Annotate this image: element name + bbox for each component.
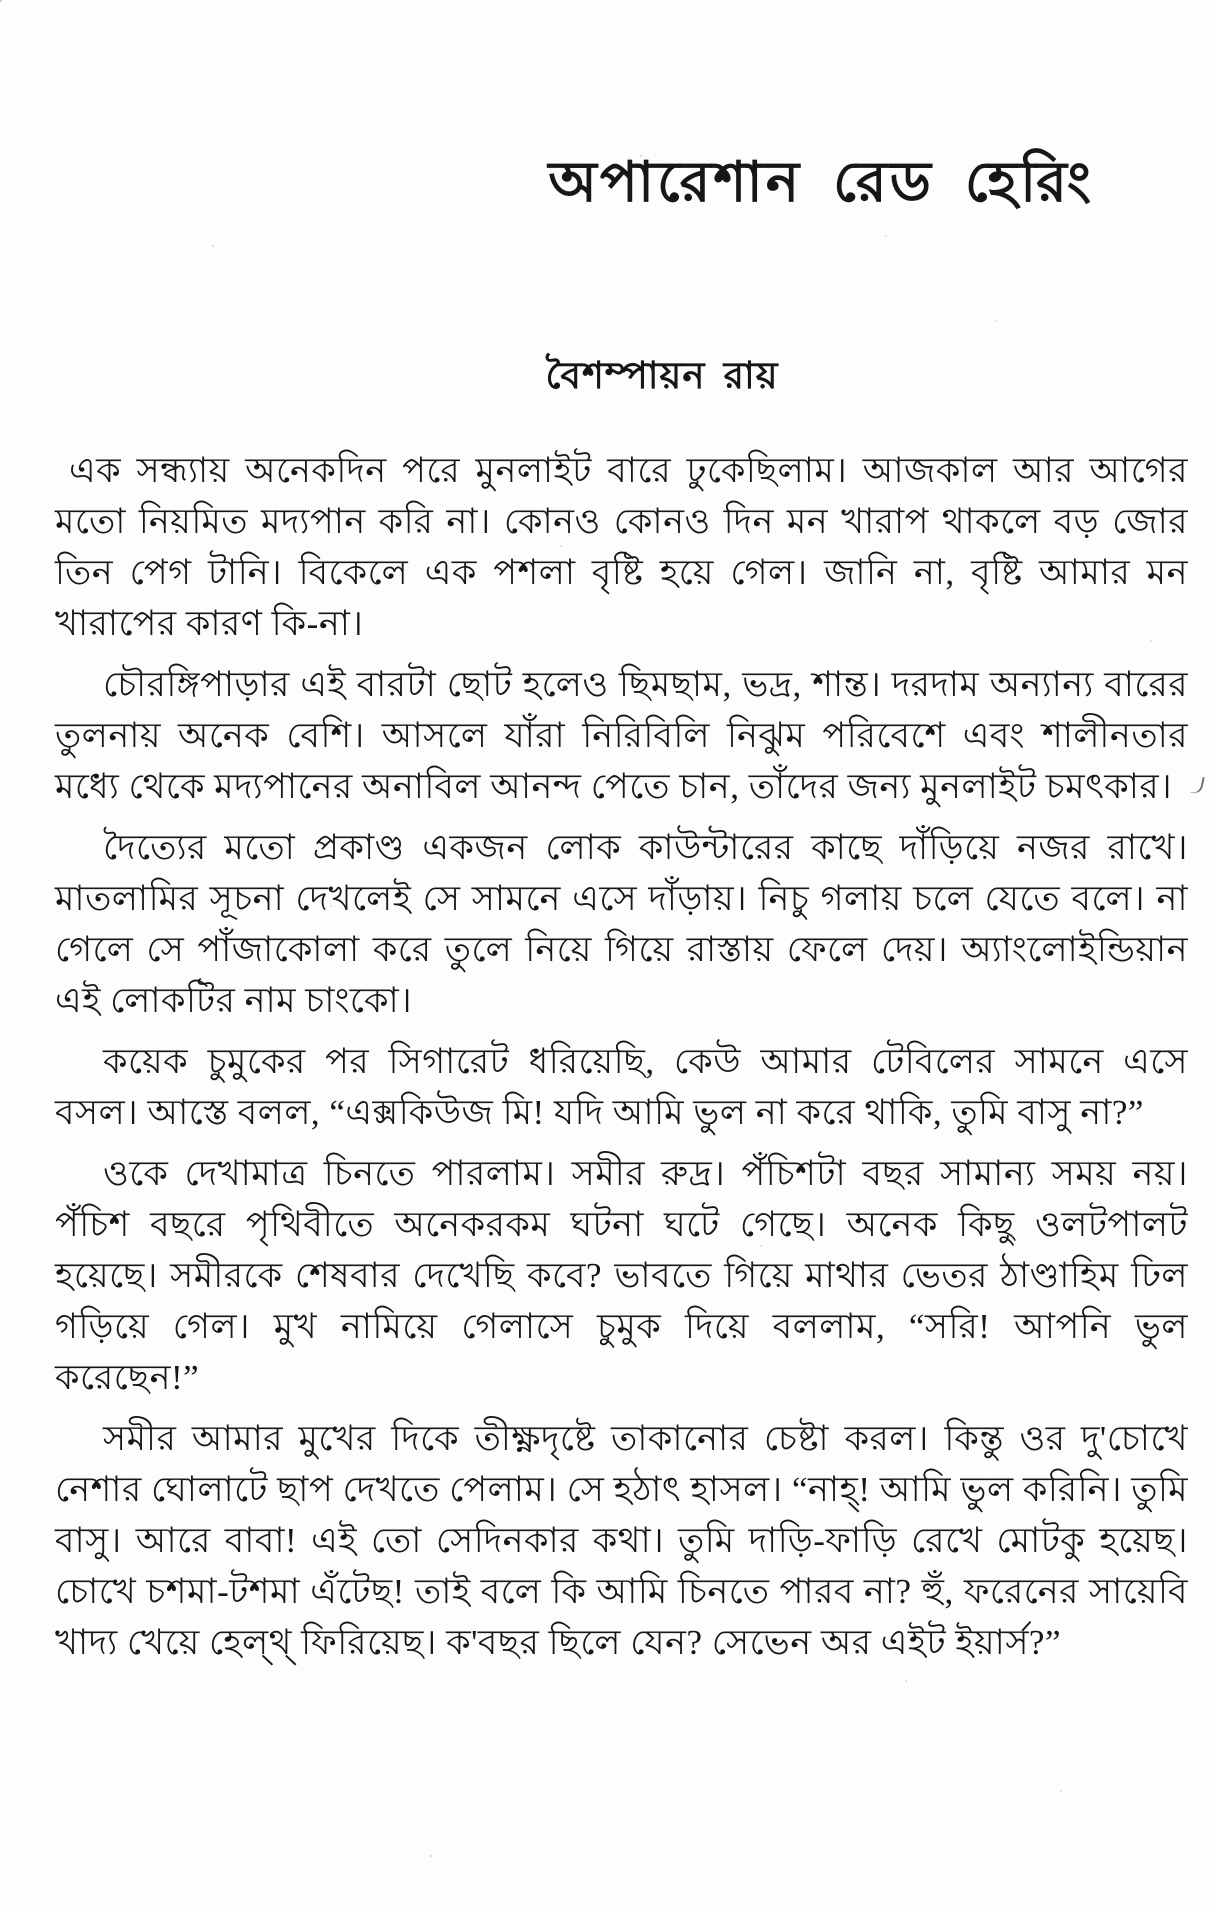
page-title: অপারেশান রেড হেরিং	[548, 152, 1094, 214]
body-paragraph: কয়েক চুমুকের পর সিগারেট ধরিয়েছি, কেউ আমার টেবিলের সামনে এসে বসল। আস্তে বলল, “এক্সকিউজ মি! যদি আমি ভুল না করে থাকি, তুমি বাসু না?”	[55, 1042, 1188, 1132]
body-paragraph: ওকে দেখামাত্র চিনতে পারলাম। সমীর রুদ্র। পঁচিশটা বছর সামান্য সময় নয়। পঁচিশ বছরে পৃথিবীতে অনেকরকম ঘটনা ঘটে গেছে। অনেক কিছু ওলটপালট হয়েছে। সমীরকে শেষবার দেখেছি কবে? ভাবতে গিয়ে মাথার ভেতর ঠাণ্ডাহিম ঢিল গড়িয়ে গেল। মুখ নামিয়ে গেলাসে চুমুক দিয়ে বললাম, “সরি! আপনি ভুল করেছেন!”	[55, 1154, 1188, 1397]
body-paragraph: সমীর আমার মুখের দিকে তীক্ষ্ণদৃষ্টে তাকানোর চেষ্টা করল। কিন্তু ওর দু'চোখে নেশার ঘোলাটে ছাপ দেখতে পেলাম। সে হঠাৎ হাসল। “নাহ্! আমি ভুল করিনি। তুমি বাসু। আরে বাবা! এই তো সেদিনকার কথা। তুমি দাড়ি-ফাড়ি রেখে মোটকু হয়েছ। চোখে চশমা-টশমা এঁটেছ! তাই বলে কি আমি চিনতে পারব না? হুঁ, ফরেনের সায়েবি খাদ্য খেয়ে হেল্থ্ ফিরিয়েছ। ক'বছর ছিলে যেন? সেভেন অর এইট ইয়ার্স?”	[55, 1419, 1188, 1662]
author-name: বৈশম্পায়ন রায়	[545, 356, 779, 397]
body-paragraph: দৈত্যের মতো প্রকাণ্ড একজন লোক কাউন্টারের কাছে দাঁড়িয়ে নজর রাখে। মাতলামির সূচনা দেখলেই সে সামনে এসে দাঁড়ায়। নিচু গলায় চলে যেতে বলে। না গেলে সে পাঁজাকোলা করে তুলে নিয়ে গিয়ে রাস্তায় ফেলে দেয়। অ্যাংলোইন্ডিয়ান এই লোকটির নাম চাংকো।	[55, 828, 1188, 1020]
body-paragraph: চৌরঙ্গিপাড়ার এই বারটা ছোট হলেও ছিমছাম, ভদ্র, শান্ত। দরদাম অন্যান্য বারের তুলনায় অনেক বেশি। আসলে যাঁরা নিরিবিলি নিঝুম পরিবেশে এবং শালীনতার মধ্যে থেকে মদ্যপানের অনাবিল আনন্দ পেতে চান, তাঁদের জন্য মুনলাইট চমৎকার।	[55, 665, 1188, 806]
story-body	[0, 409, 1214, 1668]
body-paragraph: এক সন্ধ্যায় অনেকদিন পরে মুনলাইট বারে ঢুকেছিলাম। আজকাল আর আগের মতো নিয়মিত মদ্যপান করি না। কোনও কোনও দিন মন খারাপ থাকলে বড় জোর তিন পেগ টানি। বিকেলে এক পশলা বৃষ্টি হয়ে গেল। জানি না, বৃষ্টি আমার মন খারাপের কারণ কি-না।	[55, 451, 1188, 643]
scan-noise	[0, 0, 2, 2]
